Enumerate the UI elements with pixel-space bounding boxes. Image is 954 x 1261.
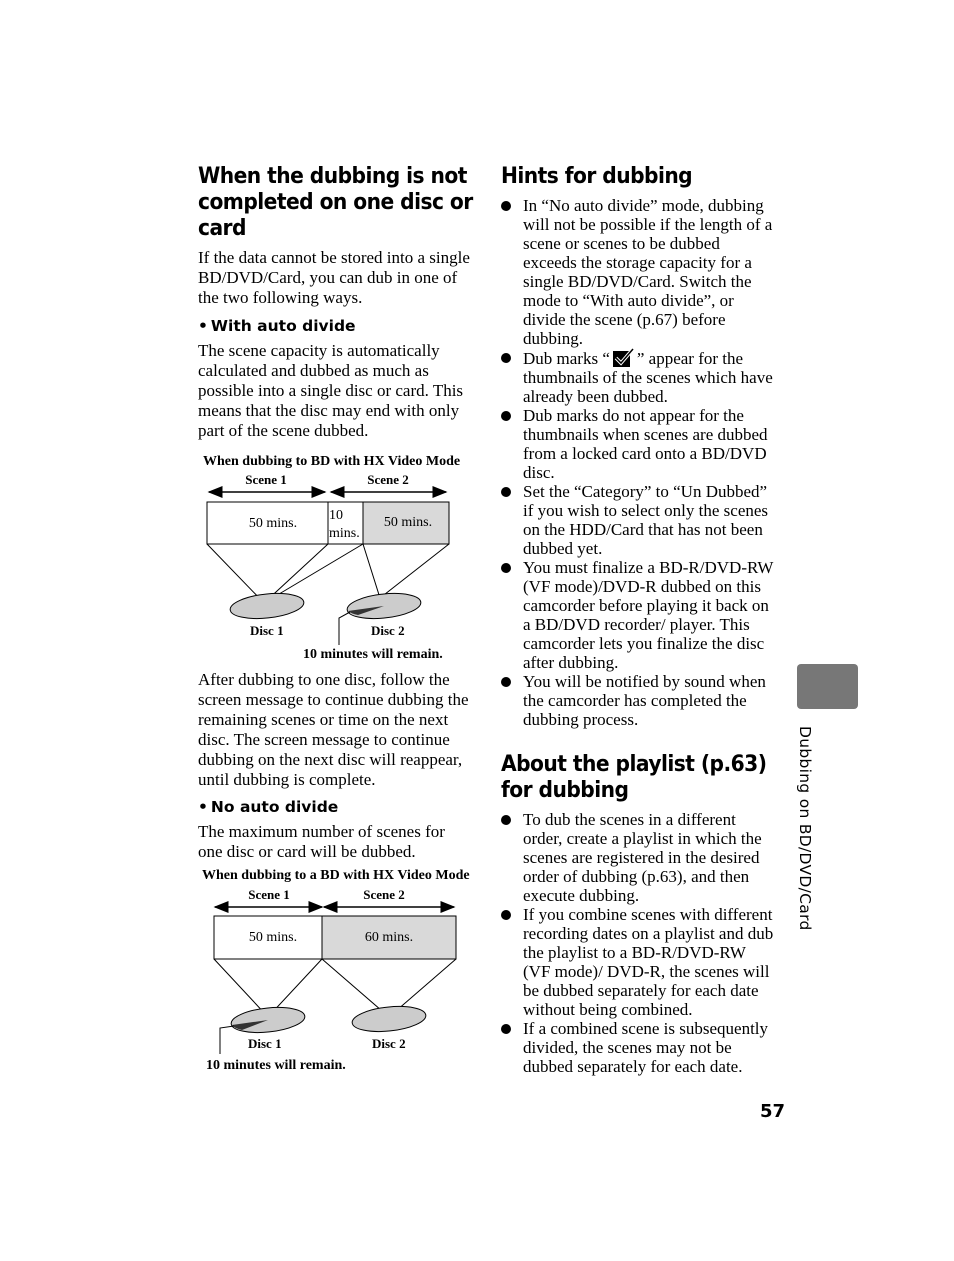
list-item: You will be notified by sound when the camcorder has completed the dubbing process. (501, 672, 776, 729)
bullet-icon (501, 1024, 511, 1034)
heading-playlist: About the playlist (p.63) for dubbing (501, 752, 767, 803)
subheading-no-auto-divide: • No auto divide (198, 798, 339, 816)
page-number: 57 (760, 1101, 786, 1122)
list-item: If a combined scene is subsequently divided, the scenes may not be dubbed separately for each date. (501, 1019, 776, 1076)
hints-list (501, 196, 776, 729)
list-item: Dub marks do not appear for the thumbnails when scenes are dubbed from a locked card onto a BD/DVD disc. (501, 406, 776, 482)
diagram1-box3-label: 50 mins. (383, 515, 433, 530)
bullet-icon (501, 910, 511, 920)
bullet-icon (501, 815, 511, 825)
diagram-no-auto-divide (198, 862, 478, 1077)
diagram1-scene2-label: Scene 2 (367, 472, 409, 487)
disc1-shape (229, 590, 305, 622)
with-auto-divide-text: The scene capacity is automatically calculated and dubbed as much as possible into a single disc or card. This means that the disc may end with only part of the scene dubbed. (198, 341, 464, 440)
bullet-icon (501, 411, 511, 421)
bullet-icon (501, 563, 511, 573)
disc1-callout-line (220, 1026, 234, 1054)
diagram-with-auto-divide (198, 448, 478, 668)
diagram1-lines-disc2 (363, 544, 449, 598)
bullet-icon (501, 201, 511, 211)
section-tab (797, 664, 858, 709)
list-item: You must finalize a BD-R/DVD-RW (VF mode)/DVD-R dubbed on this camcorder before playing it back on a BD/DVD recorder/ player. This camcorder lets you finalize the disc after dubbing. (501, 558, 776, 672)
bullet-icon (501, 353, 511, 363)
diagram1-disc2-label: Disc 2 (371, 623, 405, 638)
disc2-shape (351, 1003, 427, 1035)
list-item: Set the “Category” to “Un Dubbed” if you wish to select only the scenes on the HDD/Card that has not been dubbed yet. (501, 482, 776, 558)
diagram2-disc2-label: Disc 2 (372, 1036, 406, 1051)
list-item: If you combine scenes with different recording dates on a playlist and dub the playlist to a BD-R/DVD-RW (VF mode)/ DVD-R, the scenes will be dubbed separately for each date without being combined. (501, 905, 776, 1019)
bullet-icon (501, 487, 511, 497)
diagram2-disc1-label: Disc 1 (248, 1036, 282, 1051)
diagram2-scene1-label: Scene 1 (248, 887, 290, 902)
no-auto-divide-text: The maximum number of scenes for one disc or card will be dubbed. (198, 822, 445, 861)
diagram2-box1-label: 50 mins. (248, 930, 298, 945)
diagram2-title: When dubbing to a BD with HX Video Mode (202, 868, 470, 883)
subheading-with-auto-divide: • With auto divide (198, 317, 356, 335)
list-item: To dub the scenes in a different order, create a playlist in which the scenes are registered in the desired order of dubbing (p.63), and then execute dubbing. (501, 810, 776, 905)
disc2-callout-line (339, 612, 350, 645)
after-dubbing-text: After dubbing to one disc, follow the screen message to continue dubbing the remaining scenes or time on the next disc. The screen message to continue dubbing on the next disc will reappear, until dubbing is complete. (198, 670, 469, 789)
dub-mark-icon (612, 348, 635, 368)
diagram1-scene1-label: Scene 1 (245, 472, 287, 487)
bullet-icon: • (198, 798, 208, 816)
list-item: Dub marks “ ” appear for the thumbnails of the scenes which have already been dubbed. (501, 348, 776, 406)
diagram1-disc1-label: Disc 1 (250, 623, 284, 638)
diagram2-box2-label: 60 mins. (364, 930, 414, 945)
section-side-label: Dubbing on BD/DVD/Card (796, 726, 814, 931)
bullet-icon (501, 677, 511, 687)
diagram1-box2-label-a: 10 (329, 508, 343, 523)
diagram1-title: When dubbing to BD with HX Video Mode (203, 454, 461, 469)
heading-not-completed: When the dubbing is not completed on one disc or card (198, 164, 473, 241)
diagram2-remain-label: 10 minutes will remain. (206, 1058, 346, 1073)
intro-text: If the data cannot be stored into a single BD/DVD/Card, you can dub in one of the two following ways. (198, 248, 470, 307)
diagram1-box1-label: 50 mins. (248, 516, 298, 531)
playlist-list (501, 810, 776, 1076)
heading-hints: Hints for dubbing (501, 164, 693, 189)
list-item: In “No auto divide” mode, dubbing will not be possible if the length of a scene or scenes to be dubbed exceeds the storage capacity for a single BD/DVD/Card. Switch the mode to “With auto divide”, or divide the scene (p.67) before dubbing. (501, 196, 776, 348)
diagram1-box2-label-b: mins. (329, 526, 360, 541)
diagram1-remain-label: 10 minutes will remain. (303, 647, 443, 662)
bullet-icon: • (198, 317, 208, 335)
diagram2-scene2-label: Scene 2 (363, 887, 405, 902)
